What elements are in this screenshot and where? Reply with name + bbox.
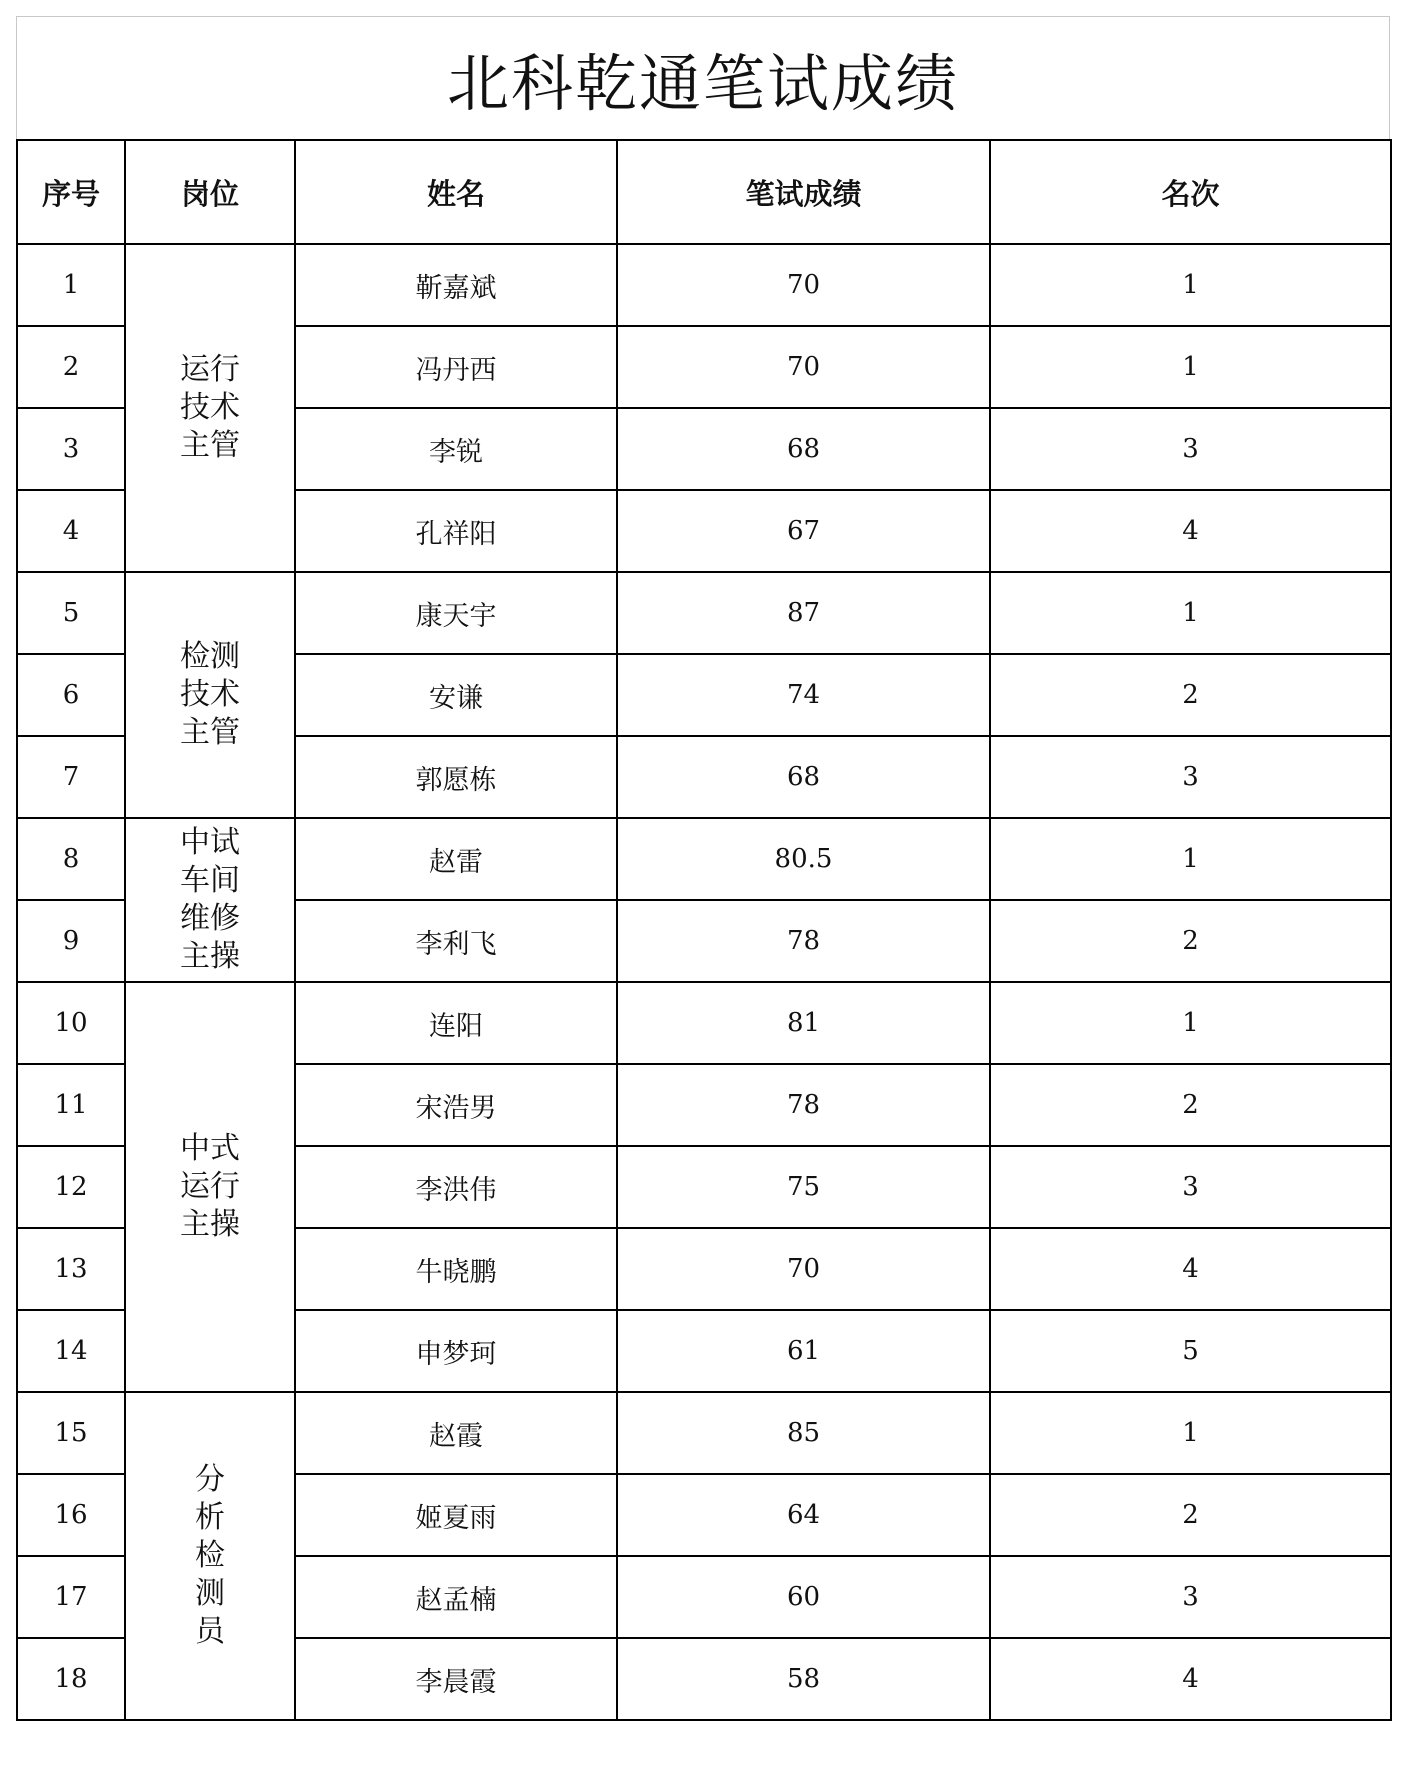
- header-row: [17, 140, 1391, 244]
- score-table: [16, 139, 1392, 1721]
- position-label: 运行技术主管: [180, 352, 240, 463]
- cell-name: 宋浩男: [295, 1064, 617, 1146]
- cell-rank: 2: [990, 654, 1391, 736]
- cell-index: 1: [17, 244, 125, 326]
- cell-name: 赵雷: [295, 818, 617, 900]
- table-row: [17, 982, 1391, 1064]
- cell-rank: 1: [990, 326, 1391, 408]
- cell-index: 7: [17, 736, 125, 818]
- cell-score: 80.5: [617, 818, 990, 900]
- score-sheet: [16, 16, 1390, 1721]
- cell-score: 70: [617, 1228, 990, 1310]
- cell-index: 13: [17, 1228, 125, 1310]
- cell-index: 5: [17, 572, 125, 654]
- cell-index: 12: [17, 1146, 125, 1228]
- header-rank: 名次: [990, 140, 1391, 244]
- cell-index: 6: [17, 654, 125, 736]
- cell-score: 64: [617, 1474, 990, 1556]
- cell-score: 70: [617, 326, 990, 408]
- cell-index: 18: [17, 1638, 125, 1720]
- cell-rank: 4: [990, 490, 1391, 572]
- cell-rank: 3: [990, 736, 1391, 818]
- cell-index: 3: [17, 408, 125, 490]
- cell-rank: 5: [990, 1310, 1391, 1392]
- cell-score: 87: [617, 572, 990, 654]
- cell-rank: 3: [990, 408, 1391, 490]
- position-label: 分析检测员: [195, 1462, 225, 1649]
- cell-name: 李晨霞: [295, 1638, 617, 1720]
- cell-rank: 3: [990, 1556, 1391, 1638]
- cell-score: 60: [617, 1556, 990, 1638]
- cell-score: 68: [617, 736, 990, 818]
- table-row: [17, 1392, 1391, 1474]
- cell-name: 赵霞: [295, 1392, 617, 1474]
- page-title: 北科乾通笔试成绩: [446, 46, 959, 120]
- cell-rank: 1: [990, 244, 1391, 326]
- table-row: [17, 818, 1391, 900]
- cell-name: 连阳: [295, 982, 617, 1064]
- cell-name: 赵孟楠: [295, 1556, 617, 1638]
- table-row: [17, 572, 1391, 654]
- position-label: 中式运行主操: [180, 1131, 240, 1242]
- header-name: 姓名: [295, 140, 617, 244]
- cell-index: 11: [17, 1064, 125, 1146]
- cell-score: 61: [617, 1310, 990, 1392]
- cell-name: 孔祥阳: [295, 490, 617, 572]
- header-position: 岗位: [125, 140, 295, 244]
- cell-name: 牛晓鹏: [295, 1228, 617, 1310]
- cell-index: 17: [17, 1556, 125, 1638]
- cell-rank: 4: [990, 1638, 1391, 1720]
- title-box: [16, 16, 1390, 139]
- cell-name: 安谦: [295, 654, 617, 736]
- cell-score: 68: [617, 408, 990, 490]
- cell-position: [125, 244, 295, 572]
- cell-rank: 3: [990, 1146, 1391, 1228]
- cell-rank: 4: [990, 1228, 1391, 1310]
- cell-position: [125, 818, 295, 982]
- cell-score: 75: [617, 1146, 990, 1228]
- cell-rank: 1: [990, 818, 1391, 900]
- cell-name: 李利飞: [295, 900, 617, 982]
- cell-rank: 2: [990, 900, 1391, 982]
- cell-score: 78: [617, 1064, 990, 1146]
- cell-index: 8: [17, 818, 125, 900]
- cell-index: 9: [17, 900, 125, 982]
- cell-position: [125, 1392, 295, 1720]
- cell-name: 李洪伟: [295, 1146, 617, 1228]
- cell-position: [125, 982, 295, 1392]
- cell-name: 靳嘉斌: [295, 244, 617, 326]
- cell-rank: 1: [990, 1392, 1391, 1474]
- cell-rank: 2: [990, 1474, 1391, 1556]
- cell-rank: 1: [990, 982, 1391, 1064]
- cell-index: 14: [17, 1310, 125, 1392]
- position-label: 中试车间维修主操: [180, 825, 240, 974]
- cell-index: 4: [17, 490, 125, 572]
- position-label: 检测技术主管: [180, 639, 240, 750]
- cell-score: 78: [617, 900, 990, 982]
- cell-index: 16: [17, 1474, 125, 1556]
- cell-name: 郭愿栋: [295, 736, 617, 818]
- cell-score: 74: [617, 654, 990, 736]
- header-index: 序号: [17, 140, 125, 244]
- cell-score: 81: [617, 982, 990, 1064]
- cell-index: 10: [17, 982, 125, 1064]
- cell-score: 85: [617, 1392, 990, 1474]
- table-body: [17, 244, 1391, 1720]
- cell-name: 康天宇: [295, 572, 617, 654]
- cell-name: 姬夏雨: [295, 1474, 617, 1556]
- cell-rank: 1: [990, 572, 1391, 654]
- cell-index: 15: [17, 1392, 125, 1474]
- cell-score: 70: [617, 244, 990, 326]
- cell-score: 58: [617, 1638, 990, 1720]
- cell-position: [125, 572, 295, 818]
- cell-name: 李锐: [295, 408, 617, 490]
- cell-score: 67: [617, 490, 990, 572]
- cell-index: 2: [17, 326, 125, 408]
- cell-name: 申梦珂: [295, 1310, 617, 1392]
- table-row: [17, 244, 1391, 326]
- cell-rank: 2: [990, 1064, 1391, 1146]
- cell-name: 冯丹西: [295, 326, 617, 408]
- header-score: 笔试成绩: [617, 140, 990, 244]
